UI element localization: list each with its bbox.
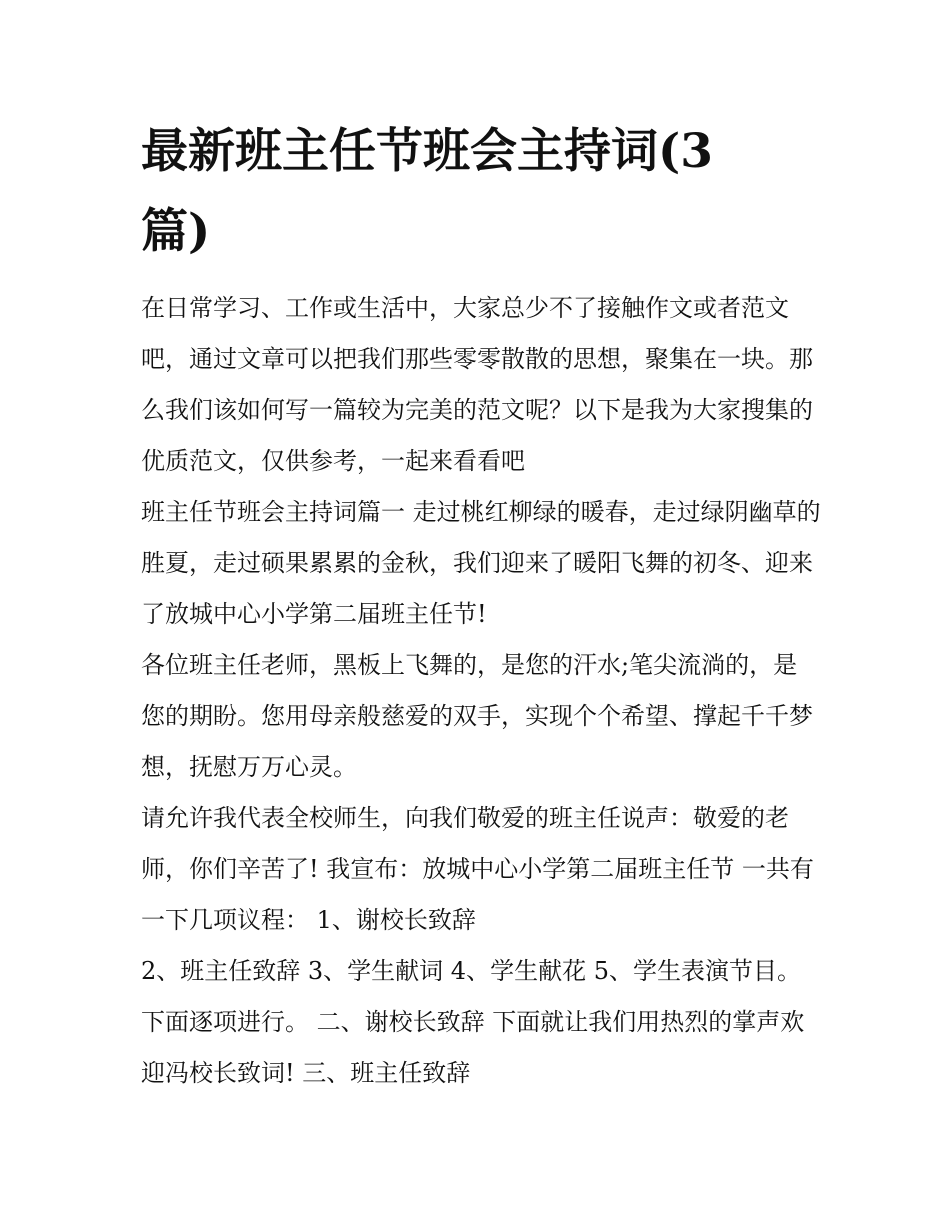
document-content: [141, 112, 821, 1099]
document-title: 最新班主任节班会主持词(3篇): [141, 124, 713, 259]
paragraph-agenda-intro: 请允许我代表全校师生，向我们敬爱的班主任说声：敬爱的老师，你们辛苦了! 我宣布：放城中心小学第二届班主任节 一共有一下几项议程： 1、谢校长致辞: [141, 804, 814, 934]
paragraph-opening: 班主任节班会主持词篇一 走过桃红柳绿的暖春，走过绿阴幽草的胜夏，走过硕果累累的金秋，我们迎来了暖阳飞舞的初冬、迎来了放城中心小学第二届班主任节!: [141, 498, 821, 628]
paragraph-intro: 在日常学习、工作或生活中，大家总少不了接触作文或者范文吧，通过文章可以把我们那些零零散散的思想，聚集在一块。那么我们该如何写一篇较为完美的范文呢？以下是我为大家搜集的优质范文，仅供参考，一起来看看吧: [141, 294, 813, 475]
paragraph-agenda-items: 2、班主任致辞 3、学生献词 4、学生献花 5、学生表演节目。下面逐项进行。 二、谢校长致辞 下面就让我们用热烈的掌声欢迎冯校长致词! 三、班主任致辞: [141, 957, 805, 1087]
document-body: [141, 283, 821, 1099]
paragraph-tribute: 各位班主任老师，黑板上飞舞的，是您的汗水;笔尖流淌的，是您的期盼。您用母亲般慈爱的双手，实现个个希望、撑起千千梦想，抚慰万万心灵。: [141, 651, 813, 781]
